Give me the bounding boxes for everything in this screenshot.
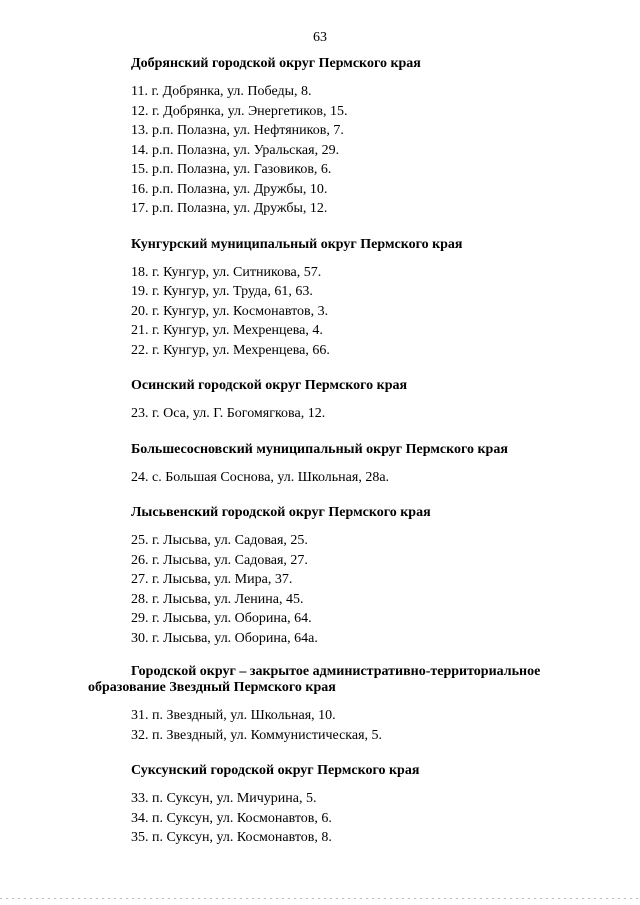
list-item: 29. г. Лысьва, ул. Оборина, 64. [131, 611, 312, 626]
section-kungur [0, 237, 640, 361]
list-item: 19. г. Кунгур, ул. Труда, 61, 63. [131, 284, 313, 299]
address-list [131, 404, 640, 424]
list-item: 16. р.п. Полазна, ул. Дружбы, 10. [131, 181, 328, 197]
list-item: 35. п. Суксун, ул. Космонавтов, 8. [131, 830, 332, 845]
list-item: 20. г. Кунгур, ул. Космонавтов, 3. [131, 303, 329, 319]
list-item: 30. г. Лысьва, ул. Оборина, 64а. [131, 630, 318, 646]
list-item: 18. г. Кунгур, ул. Ситникова, 57. [131, 264, 322, 280]
list-item: 22. г. Кунгур, ул. Мехренцева, 66. [131, 342, 330, 358]
address-list [131, 789, 640, 848]
list-item: 28. г. Лысьва, ул. Ленина, 45. [131, 591, 304, 607]
section-heading [88, 664, 590, 696]
scan-edge-line [0, 898, 640, 899]
list-item: 24. с. Большая Соснова, ул. Школьная, 28а. [131, 469, 390, 485]
address-list [131, 263, 640, 361]
list-item: 11. г. Добрянка, ул. Победы, 8. [131, 84, 312, 99]
section-heading: Суксунский городской округ Пермского края [131, 763, 420, 778]
address-list [131, 706, 640, 745]
section-heading-line2: образование Звездный Пермского края [88, 680, 336, 695]
list-item: 14. р.п. Полазна, ул. Уральская, 29. [131, 142, 340, 158]
list-item: 32. п. Звездный, ул. Коммунистическая, 5. [131, 727, 383, 743]
list-item: 21. г. Кунгур, ул. Мехренцева, 4. [131, 323, 323, 338]
section-suksun [0, 763, 640, 848]
section-lysva [0, 505, 640, 648]
section-heading: Кунгурский муниципальный округ Пермского края [131, 236, 463, 252]
document-body [0, 56, 640, 848]
list-item: 17. р.п. Полазна, ул. Дружбы, 12. [131, 201, 328, 216]
section-osa [0, 378, 640, 424]
page-number: 63 [313, 30, 327, 45]
list-item: 25. г. Лысьва, ул. Садовая, 25. [131, 533, 308, 548]
section-bolshaya-sosnova [0, 442, 640, 488]
section-zvezdny [0, 664, 640, 745]
section-heading: Осинский городской округ Пермского края [131, 378, 408, 393]
section-heading: Лысьвенский городской округ Пермского края [131, 505, 431, 520]
list-item: 12. г. Добрянка, ул. Энергетиков, 15. [131, 103, 348, 119]
list-item: 26. г. Лысьва, ул. Садовая, 27. [131, 552, 308, 568]
address-list [131, 531, 640, 648]
list-item: 23. г. Оса, ул. Г. Богомягкова, 12. [131, 406, 326, 421]
list-item: 15. р.п. Полазна, ул. Газовиков, 6. [131, 162, 332, 177]
section-dobryanka [0, 56, 640, 219]
section-heading: Большесосновский муниципальный округ Пермского края [131, 441, 508, 457]
section-heading: Добрянский городской округ Пермского края [131, 56, 421, 71]
list-item: 13. р.п. Полазна, ул. Нефтяников, 7. [131, 123, 344, 138]
address-list [131, 82, 640, 219]
list-item: 34. п. Суксун, ул. Космонавтов, 6. [131, 810, 332, 826]
list-item: 33. п. Суксун, ул. Мичурина, 5. [131, 791, 317, 806]
list-item: 31. п. Звездный, ул. Школьная, 10. [131, 708, 336, 723]
section-heading-line1: Городской округ – закрытое административно-территориальное [131, 664, 541, 679]
list-item: 27. г. Лысьва, ул. Мира, 37. [131, 572, 293, 587]
address-list [131, 468, 640, 488]
